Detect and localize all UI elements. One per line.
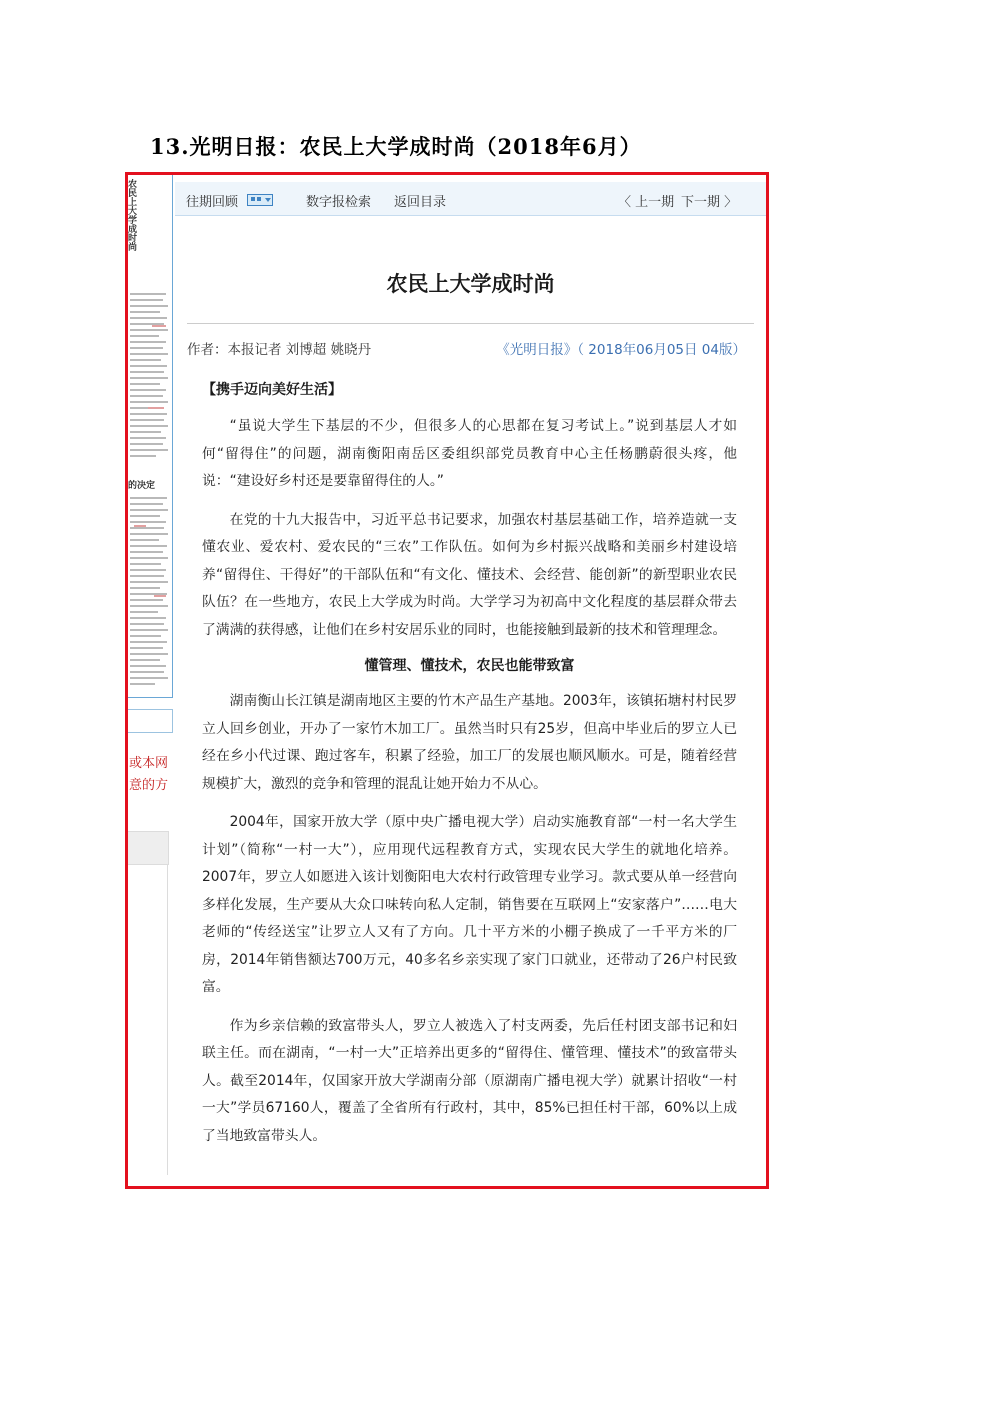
section-heading-1: 【携手迈向美好生活】: [202, 382, 342, 398]
paragraph-4: 2004年，国家开放大学（原中央广播电视大学）启动实施教育部“一村一名大学生计划”（简称“一村一大”），应用现代远程教育方式，实现农民大学生的就地化培养。2007年，罗立人如愿进入该计划衡阳电大农村行政管理专业学习。款式要从单一经营向多样化发展，生产要从大众口味转向私人定制，销售要在互联网上“安家落户”……电大老师的“传经送宝”让罗立人又有了方向。几十平方米的小棚子换成了一千平方米的厂房，2014年销售额达700万元，40多名乡亲实现了家门口就业，还带动了26户村民致富。: [202, 814, 737, 995]
chevron-down-icon: [265, 198, 271, 202]
article-body: [202, 379, 737, 1161]
newspaper-page-thumbnail[interactable]: [128, 175, 173, 698]
screenshot-frame: [125, 172, 769, 1189]
calendar-icon[interactable]: [247, 194, 273, 206]
section-heading-2: 懂管理、懂技术，农民也能带致富: [364, 658, 575, 674]
title-divider: [187, 323, 754, 324]
thumbnail-title: 农民上大学成时尚: [126, 179, 136, 251]
document-heading: 13.光明日报：农民上大学成时尚（2018年6月）: [150, 134, 642, 159]
paragraph-3: 湖南衡山长江镇是湖南地区主要的竹木产品生产基地。2003年，该镇拓塘村村民罗立人回乡创业，开办了一家竹木加工厂。虽然当时只有25岁，但高中毕业后的罗立人已经在乡小代过课、跑过客车，积累了经验，加工厂的发展也顺风顺水。可是，随着经营规模扩大，激烈的竞争和管理的混乱让她开始力不从心。: [202, 693, 737, 792]
paragraph-1: “虽说大学生下基层的不少，但很多人的心思都在复习考试上。”说到基层人才如何“留得住”的问题，湖南衡阳南岳区委组织部党员教育中心主任杨鹏蔚很头疼，他说：“建设好乡村还是要靠留得住的人。”: [202, 418, 737, 489]
paragraph-5: 作为乡亲信赖的致富带头人，罗立人被选入了村支两委，先后任村团支部书记和妇联主任。而在湖南，“一村一大”正培养出更多的“留得住、懂管理、懂技术”的致富带头人。截至2014年，仅国家开放大学湖南分部（原湖南广播电视大学）就累计招收“一村一大”学员67160人，覆盖了全省所有行政村，其中，85%已担任村干部，60%以上成了当地致富带头人。: [202, 1017, 737, 1144]
strip-input-box[interactable]: [128, 709, 173, 733]
article-title: 农民上大学成时尚: [386, 272, 555, 296]
issue-navbar: [175, 182, 766, 216]
article-panel: [175, 175, 766, 1186]
back-to-index-link[interactable]: 返回目录: [394, 195, 447, 210]
thumbnail-text-lines: [128, 175, 172, 697]
article-source[interactable]: 《光明日报》（ 2018年06月05日 04版）: [496, 342, 746, 358]
next-issue-link[interactable]: 下一期 〉: [681, 195, 738, 210]
paragraph-2: 在党的十九大报告中，习近平总书记要求，加强农村基层基础工作，培养造就一支懂农业、爱农村、爱农民的“三农”工作队伍。如何为乡村振兴战略和美丽乡村建设培养“留得住、干得好”的干部队伍和“有文化、懂技术、会经营、能创新”的新型职业农民队伍？在一些地方，农民上大学成为时尚。大学学习为初高中文化程度的基层群众带去了满满的获得感，让他们在乡村安居乐业的同时，也能接触到最新的技术和管理理念。: [202, 511, 737, 638]
thumbnail-caption: 的决定: [128, 481, 156, 491]
left-newspaper-strip: [128, 175, 175, 1186]
digital-search-link[interactable]: 数字报检索: [306, 195, 372, 210]
past-issues-link[interactable]: 往期回顾: [186, 195, 239, 210]
strip-red-text: [129, 753, 175, 797]
article-byline: 作者：本报记者 刘博超 姚晓丹: [187, 342, 372, 358]
prev-issue-link[interactable]: 〈 上一期: [618, 195, 675, 210]
strip-gray-bar: [128, 831, 169, 865]
strip-divider: [167, 865, 168, 1175]
strip-red-line-2: 意的方: [129, 778, 169, 793]
strip-red-line-1: 或本网: [129, 756, 169, 771]
